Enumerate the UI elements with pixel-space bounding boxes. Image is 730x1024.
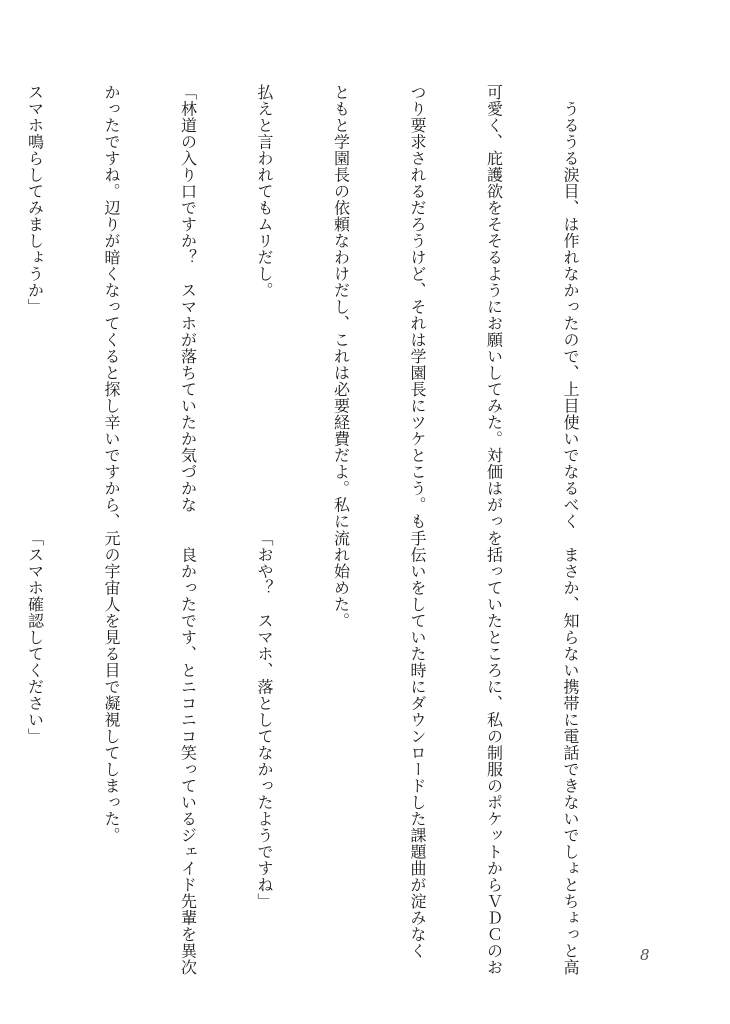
text-line: ともと学園長の依頼なわけだし、これは必要経費だよ。私に xyxy=(331,84,351,530)
text-line: 払えと言われてもムリだし。 xyxy=(255,84,274,299)
text-line: まさか、知らない携帯に電話できないでしょとちょっと高 xyxy=(561,530,580,976)
text-line: 良かったです、とニコニコ笑っているジェイド先輩を異次 xyxy=(178,530,198,976)
text-line: うるうる涙目、は作れなかったので、上目使いでなるべく xyxy=(561,84,580,530)
text-block-bottom xyxy=(25,530,634,976)
text-line: 手伝いをしていた時にダウンロードした課題曲が淀みなく xyxy=(408,530,427,959)
text-line: 流れ始めた。 xyxy=(331,530,351,629)
text-block-top xyxy=(25,84,634,530)
text-line: 「おや？ スマホ、落としてなかったようですね」 xyxy=(255,530,274,910)
text-line: 「スマホ確認してください」 xyxy=(25,530,45,745)
text-line: を括っていたところに、私の制服のポケットからＶＤＣのお xyxy=(484,530,504,976)
text-line: 元の宇宙人を見る目で凝視してしまった。 xyxy=(102,530,121,844)
text-line: かったですね。辺りが暗くなってくると探し辛いですから、 xyxy=(102,84,121,530)
text-line: つり要求されるだろうけど、それは学園長にツケとこう。も xyxy=(408,84,427,530)
text-line: スマホ鳴らしてみましょうか」 xyxy=(25,84,45,315)
text-line: 可愛く、庇護欲をそそるようにお願いしてみた。対価はがっ xyxy=(484,84,504,530)
page-number: 8 xyxy=(640,946,650,964)
text-line: 「林道の入り口ですか？ スマホが落ちていたか気づかな xyxy=(178,84,198,513)
